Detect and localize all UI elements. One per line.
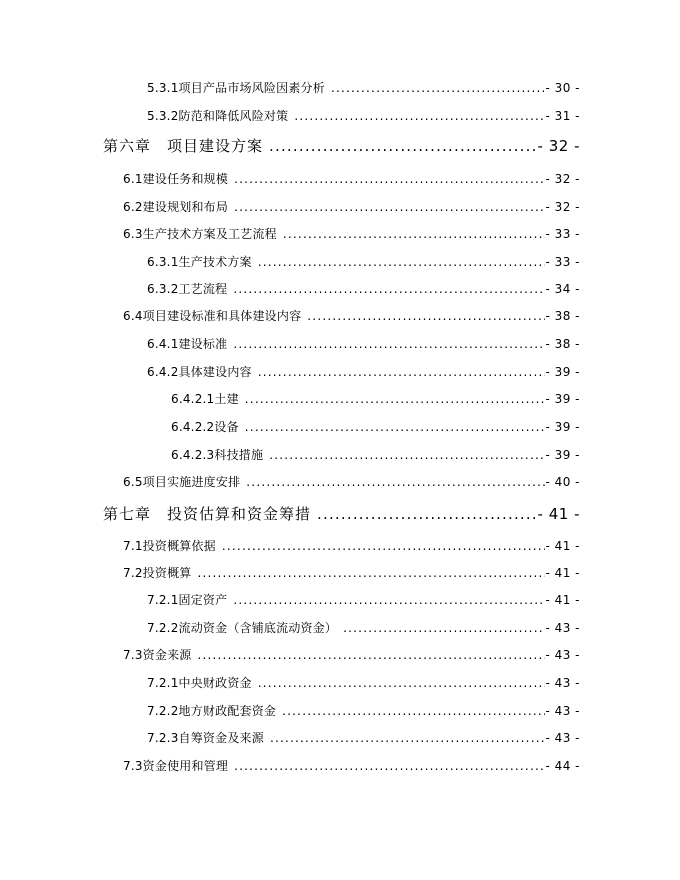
toc-entry-page: - 41 - [545, 539, 580, 553]
toc-entry-title: 6.4.2.3科技措施 [171, 448, 264, 462]
toc-leader-dots [191, 564, 545, 582]
toc-entry-6-2[interactable] [123, 198, 580, 216]
toc-entry-5-3-2[interactable] [147, 107, 580, 125]
toc-entry-page: - 34 - [545, 282, 580, 296]
toc-entry-page: - 39 - [545, 392, 580, 406]
toc-leader-dots [227, 591, 545, 609]
toc-leader-dots [239, 418, 546, 436]
toc-entry-page: - 43 - [545, 731, 580, 745]
toc-entry-title: 5.3.1项目产品市场风险因素分析 [147, 81, 325, 95]
toc-entry-page: - 31 - [545, 109, 580, 123]
toc-leader-dots [325, 79, 546, 97]
toc-entry-5-3-1[interactable] [147, 79, 580, 97]
toc-leader-dots [263, 446, 545, 464]
toc-entry-title: 7.2.2流动资金（含铺底流动资金） [147, 621, 338, 635]
toc-leader-dots [191, 646, 545, 664]
toc-entry-title: 6.5项目实施进度安排 [123, 475, 241, 489]
toc-entry-6-4-2-3[interactable] [171, 446, 580, 464]
toc-entry-page: - 32 - [537, 137, 580, 155]
toc-entry-page: - 39 - [545, 420, 580, 434]
toc-entry-title: 6.3.2工艺流程 [147, 282, 228, 296]
toc-leader-dots [252, 363, 546, 381]
toc-entry-6-4-1[interactable] [147, 335, 580, 353]
toc-entry-page: - 39 - [545, 365, 580, 379]
toc-entry-page: - 33 - [545, 255, 580, 269]
toc-entry-page: - 41 - [545, 566, 580, 580]
toc-entry-title: 7.2.3自筹资金及来源 [147, 731, 264, 745]
toc-entry-7-2-2[interactable] [147, 619, 580, 637]
toc-entry-page: - 43 - [545, 676, 580, 690]
toc-entry-page: - 33 - [545, 227, 580, 241]
toc-entry-title: 7.2投资概算 [123, 566, 192, 580]
toc-leader-dots [276, 702, 545, 720]
toc-entry-page: - 40 - [545, 475, 580, 489]
toc-entry-6-4-2-2[interactable] [171, 418, 580, 436]
toc-entry-6-3-2[interactable] [147, 280, 580, 298]
toc-entry-6-4-2[interactable] [147, 363, 580, 381]
toc-entry-page: - 30 - [545, 81, 580, 95]
toc-leader-dots [228, 757, 545, 775]
toc-entry-page: - 41 - [537, 505, 580, 523]
toc-entry-7-3-1[interactable] [147, 674, 580, 692]
toc-entry-6-3-1[interactable] [147, 253, 580, 271]
toc-entry-7-3-3[interactable] [147, 729, 580, 747]
toc-entry-title: 6.3生产技术方案及工艺流程 [123, 227, 277, 241]
toc-entry-title: 7.3资金来源 [123, 648, 192, 662]
toc-entry-title: 7.1投资概算依据 [123, 539, 216, 553]
toc-leader-dots [337, 619, 545, 637]
toc-entry-7-2-1[interactable] [147, 591, 580, 609]
toc-entry-title: 6.3.1生产技术方案 [147, 255, 252, 269]
toc-entry-page: - 32 - [545, 200, 580, 214]
toc-entry-6-5[interactable] [123, 473, 580, 491]
toc-entry-title: 7.2.1中央财政资金 [147, 676, 252, 690]
toc-leader-dots [228, 198, 545, 216]
toc-leader-dots [311, 503, 538, 525]
toc-entry-title: 7.3资金使用和管理 [123, 759, 229, 773]
toc-entry-7-4[interactable] [123, 757, 580, 775]
toc-entry-6-1[interactable] [123, 170, 580, 188]
toc-leader-dots [288, 107, 545, 125]
toc-entry-title: 6.4项目建设标准和具体建设内容 [123, 309, 302, 323]
toc-leader-dots [227, 280, 545, 298]
toc-entry-7-1[interactable] [123, 537, 580, 555]
toc-entry-7-3-2[interactable] [147, 702, 580, 720]
toc-entry-title: 6.4.2.2设备 [171, 420, 239, 434]
toc-entry-title: 6.1建设任务和规模 [123, 172, 229, 186]
toc-entry-6-3[interactable] [123, 225, 580, 243]
toc-entry-title: 7.2.2地方财政配套资金 [147, 704, 277, 718]
toc-chapter-title: 第七章 投资估算和资金筹措 [103, 505, 312, 523]
toc-entry-page: - 39 - [545, 448, 580, 462]
toc-entry-7-2[interactable] [123, 564, 580, 582]
toc-entry-page: - 38 - [545, 337, 580, 351]
toc-entry-title: 5.3.2防范和降低风险对策 [147, 109, 289, 123]
toc-leader-dots [252, 253, 546, 271]
toc-leader-dots [301, 307, 545, 325]
toc-entry-page: - 43 - [545, 648, 580, 662]
toc-leader-dots [264, 729, 546, 747]
toc-entry-page: - 41 - [545, 593, 580, 607]
toc-entry-page: - 32 - [545, 172, 580, 186]
toc-leader-dots [239, 390, 546, 408]
toc-chapter-7[interactable] [103, 503, 580, 525]
toc-entry-page: - 38 - [545, 309, 580, 323]
toc-entry-6-4-2-1[interactable] [171, 390, 580, 408]
toc-leader-dots [263, 135, 538, 157]
toc-entry-page: - 43 - [545, 621, 580, 635]
toc-entry-7-3[interactable] [123, 646, 580, 664]
toc-leader-dots [252, 674, 546, 692]
toc-chapter-6[interactable] [103, 135, 580, 157]
toc-leader-dots [228, 170, 545, 188]
toc-leader-dots [227, 335, 545, 353]
toc-entry-title: 6.4.2.1土建 [171, 392, 239, 406]
toc-entry-6-4[interactable] [123, 307, 580, 325]
toc-entry-title: 6.4.1建设标准 [147, 337, 228, 351]
toc-entry-title: 6.4.2具体建设内容 [147, 365, 252, 379]
toc-leader-dots [240, 473, 545, 491]
toc-chapter-title: 第六章 项目建设方案 [103, 137, 264, 155]
toc-entry-page: - 43 - [545, 704, 580, 718]
toc-entry-page: - 44 - [545, 759, 580, 773]
toc-leader-dots [216, 537, 546, 555]
toc-entry-title: 6.2建设规划和布局 [123, 200, 229, 214]
toc-leader-dots [277, 225, 546, 243]
toc-entry-title: 7.2.1固定资产 [147, 593, 228, 607]
